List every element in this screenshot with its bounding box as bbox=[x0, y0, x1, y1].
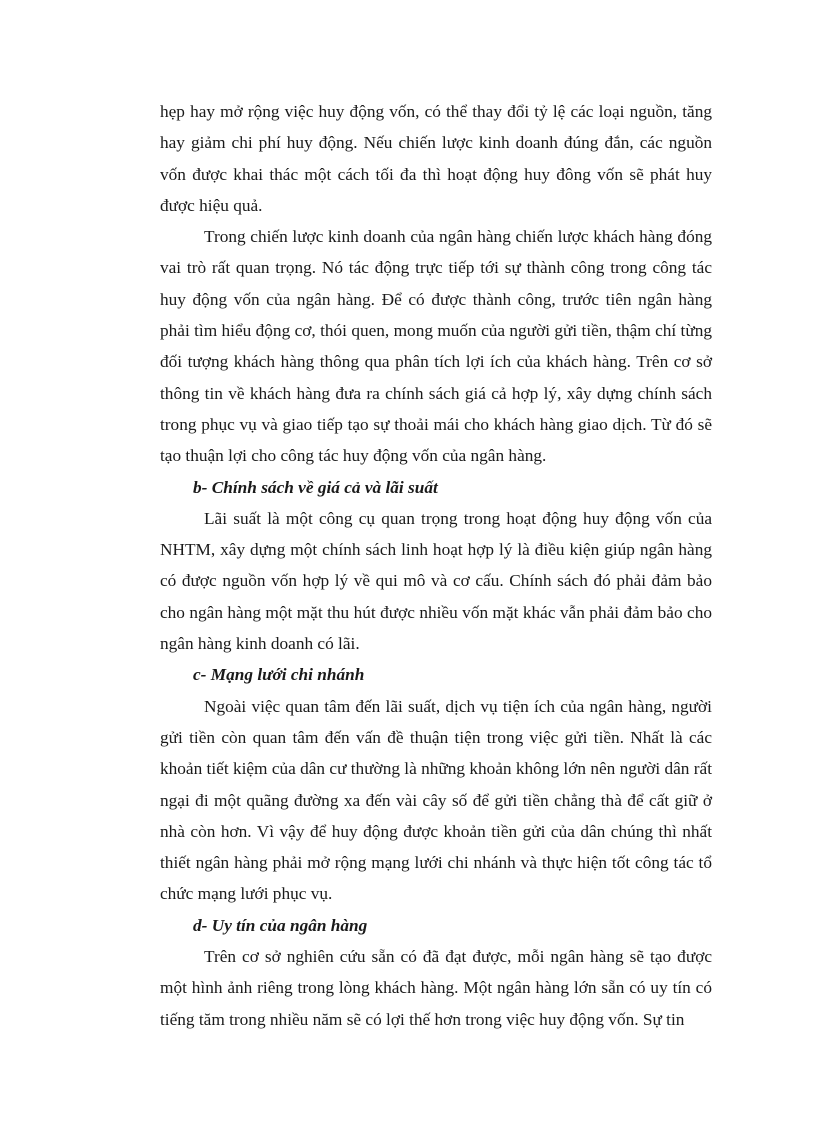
paragraph-interest-rate: Lãi suất là một công cụ quan trọng trong hoạt động huy động vốn của NHTM, xây dựng một chính sách linh hoạt hợp lý là điều kiện giúp ngân hàng có được nguồn vốn hợp lý về qui mô và cơ cấu. Chính sách đó phải đảm bảo cho ngân hàng một mặt thu hút được nhiều vốn mặt khác vẫn phải đảm bảo cho ngân hàng kinh doanh có lãi. bbox=[160, 508, 712, 654]
section-heading-d: d- Uy tín của ngân hàng bbox=[193, 915, 368, 935]
section-heading-b: b- Chính sách về giá cả và lãi suất bbox=[193, 477, 438, 497]
paragraph-branch-network: Ngoài việc quan tâm đến lãi suất, dịch vụ tiện ích của ngân hàng, người gửi tiền còn quan tâm đến vấn đề thuận tiện trong việc gửi tiền. Nhất là các khoản tiết kiệm của dân cư thường là những khoản không lớn nên người dân rất ngại đi một quãng đường xa đến vài cây số để gửi tiền chẳng thà để cất giữ ở nhà còn hơn. Vì vậy để huy động được khoản tiền gửi của dân chúng thì nhất thiết ngân hàng phải mở rộng mạng lưới chi nhánh và thực hiện tốt công tác tổ chức mạng lưới phục vụ. bbox=[160, 696, 712, 904]
paragraph-customer-strategy: Trong chiến lược kinh doanh của ngân hàng chiến lược khách hàng đóng vai trò rất quan trọng. Nó tác động trực tiếp tới sự thành công trong công tác huy động vốn của ngân hàng. Để có được thành công, trước tiên ngân hàng phải tìm hiểu động cơ, thói quen, mong muốn của người gửi tiền, thậm chí từng đối tượng khách hàng thông qua phân tích lợi ích của khách hàng. Trên cơ sở thông tin về khách hàng đưa ra chính sách giá cả hợp lý, xây dựng chính sách trong phục vụ và giao tiếp tạo sự thoải mái cho khách hàng giao dịch. Từ đó sẽ tạo thuận lợi cho công tác huy động vốn của ngân hàng. bbox=[160, 227, 712, 466]
document-body bbox=[160, 96, 712, 1035]
paragraph-bank-reputation: Trên cơ sở nghiên cứu sẵn có đã đạt được, mỗi ngân hàng sẽ tạo được một hình ảnh riêng trong lòng khách hàng. Một ngân hàng lớn sẵn có uy tín có tiếng tăm trong nhiều năm sẽ có lợi thế hơn trong việc huy động vốn. Sự tin bbox=[160, 947, 712, 1029]
paragraph-continuation: hẹp hay mở rộng việc huy động vốn, có thể thay đổi tỷ lệ các loại nguồn, tăng hay giảm chi phí huy động. Nếu chiến lược kinh doanh đúng đắn, các nguồn vốn được khai thác một cách tối đa thì hoạt động huy đông vốn sẽ phát huy được hiệu quả. bbox=[160, 102, 712, 215]
section-heading-c: c- Mạng lưới chi nhánh bbox=[193, 665, 365, 685]
